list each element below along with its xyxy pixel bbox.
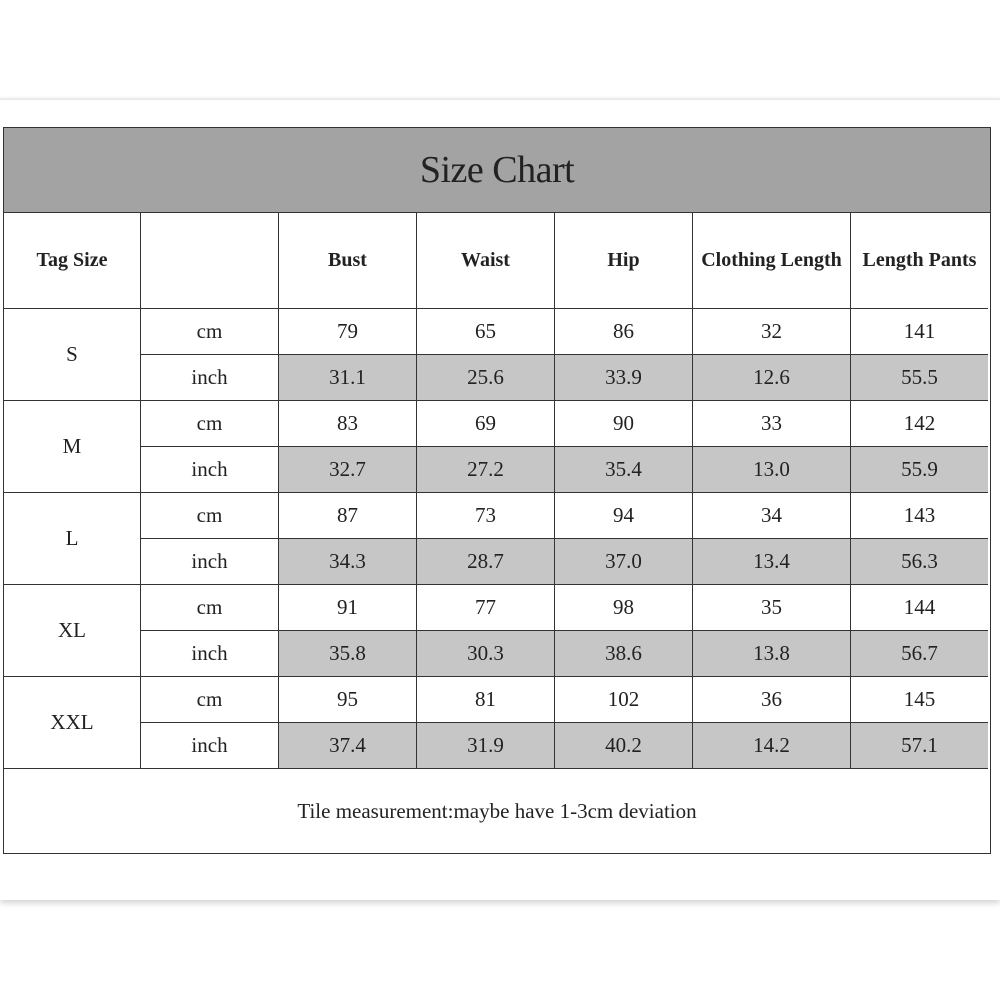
table-cell: 95 bbox=[279, 677, 417, 723]
table-cell: 102 bbox=[555, 677, 693, 723]
header-bust: Bust bbox=[279, 213, 417, 309]
table-cell: 12.6 bbox=[693, 355, 851, 401]
table-cell: 91 bbox=[279, 585, 417, 631]
table-cell: 31.9 bbox=[417, 723, 555, 769]
table-cell: 32.7 bbox=[279, 447, 417, 493]
table-cell: 141 bbox=[851, 309, 988, 355]
table-cell: 142 bbox=[851, 401, 988, 447]
table-cell: 34 bbox=[693, 493, 851, 539]
footer-note: Tile measurement:maybe have 1-3cm deviation bbox=[297, 798, 697, 823]
size-label: M bbox=[4, 401, 141, 493]
table-cell: 40.2 bbox=[555, 723, 693, 769]
table-cell: 81 bbox=[417, 677, 555, 723]
table-cell: 37.0 bbox=[555, 539, 693, 585]
table-cell: 35.4 bbox=[555, 447, 693, 493]
header-waist: Waist bbox=[417, 213, 555, 309]
table-cell: 13.4 bbox=[693, 539, 851, 585]
table-cell: 30.3 bbox=[417, 631, 555, 677]
unit-inch: inch bbox=[141, 539, 279, 585]
table-cell: 14.2 bbox=[693, 723, 851, 769]
unit-inch: inch bbox=[141, 447, 279, 493]
size-label: S bbox=[4, 309, 141, 401]
header-length-pants: Length Pants bbox=[851, 213, 988, 309]
table-grid bbox=[4, 213, 990, 769]
table-cell: 33 bbox=[693, 401, 851, 447]
table-cell: 83 bbox=[279, 401, 417, 447]
table-cell: 73 bbox=[417, 493, 555, 539]
unit-cm: cm bbox=[141, 493, 279, 539]
header-clothing-length: Clothing Length bbox=[693, 213, 851, 309]
size-label: XXL bbox=[4, 677, 141, 769]
table-cell: 35.8 bbox=[279, 631, 417, 677]
header-tag-size: Tag Size bbox=[4, 213, 141, 309]
table-cell: 36 bbox=[693, 677, 851, 723]
table-cell: 56.7 bbox=[851, 631, 988, 677]
table-cell: 38.6 bbox=[555, 631, 693, 677]
unit-cm: cm bbox=[141, 401, 279, 447]
table-cell: 28.7 bbox=[417, 539, 555, 585]
header-hip: Hip bbox=[555, 213, 693, 309]
header-unit bbox=[141, 213, 279, 309]
table-cell: 55.9 bbox=[851, 447, 988, 493]
table-cell: 37.4 bbox=[279, 723, 417, 769]
unit-inch: inch bbox=[141, 631, 279, 677]
table-cell: 33.9 bbox=[555, 355, 693, 401]
unit-cm: cm bbox=[141, 309, 279, 355]
table-cell: 57.1 bbox=[851, 723, 988, 769]
chart-title: Size Chart bbox=[4, 128, 990, 213]
size-label: XL bbox=[4, 585, 141, 677]
table-cell: 143 bbox=[851, 493, 988, 539]
unit-inch: inch bbox=[141, 723, 279, 769]
size-chart-table bbox=[3, 127, 991, 854]
unit-inch: inch bbox=[141, 355, 279, 401]
table-cell: 34.3 bbox=[279, 539, 417, 585]
table-cell: 79 bbox=[279, 309, 417, 355]
table-cell: 31.1 bbox=[279, 355, 417, 401]
table-cell: 144 bbox=[851, 585, 988, 631]
table-cell: 69 bbox=[417, 401, 555, 447]
table-cell: 90 bbox=[555, 401, 693, 447]
table-cell: 27.2 bbox=[417, 447, 555, 493]
unit-cm: cm bbox=[141, 585, 279, 631]
table-cell: 56.3 bbox=[851, 539, 988, 585]
table-cell: 13.8 bbox=[693, 631, 851, 677]
unit-cm: cm bbox=[141, 677, 279, 723]
table-cell: 25.6 bbox=[417, 355, 555, 401]
table-cell: 86 bbox=[555, 309, 693, 355]
table-cell: 98 bbox=[555, 585, 693, 631]
table-cell: 13.0 bbox=[693, 447, 851, 493]
table-cell: 32 bbox=[693, 309, 851, 355]
table-cell: 35 bbox=[693, 585, 851, 631]
table-cell: 94 bbox=[555, 493, 693, 539]
table-cell: 145 bbox=[851, 677, 988, 723]
table-cell: 55.5 bbox=[851, 355, 988, 401]
table-cell: 77 bbox=[417, 585, 555, 631]
table-cell: 65 bbox=[417, 309, 555, 355]
size-label: L bbox=[4, 493, 141, 585]
table-cell: 87 bbox=[279, 493, 417, 539]
